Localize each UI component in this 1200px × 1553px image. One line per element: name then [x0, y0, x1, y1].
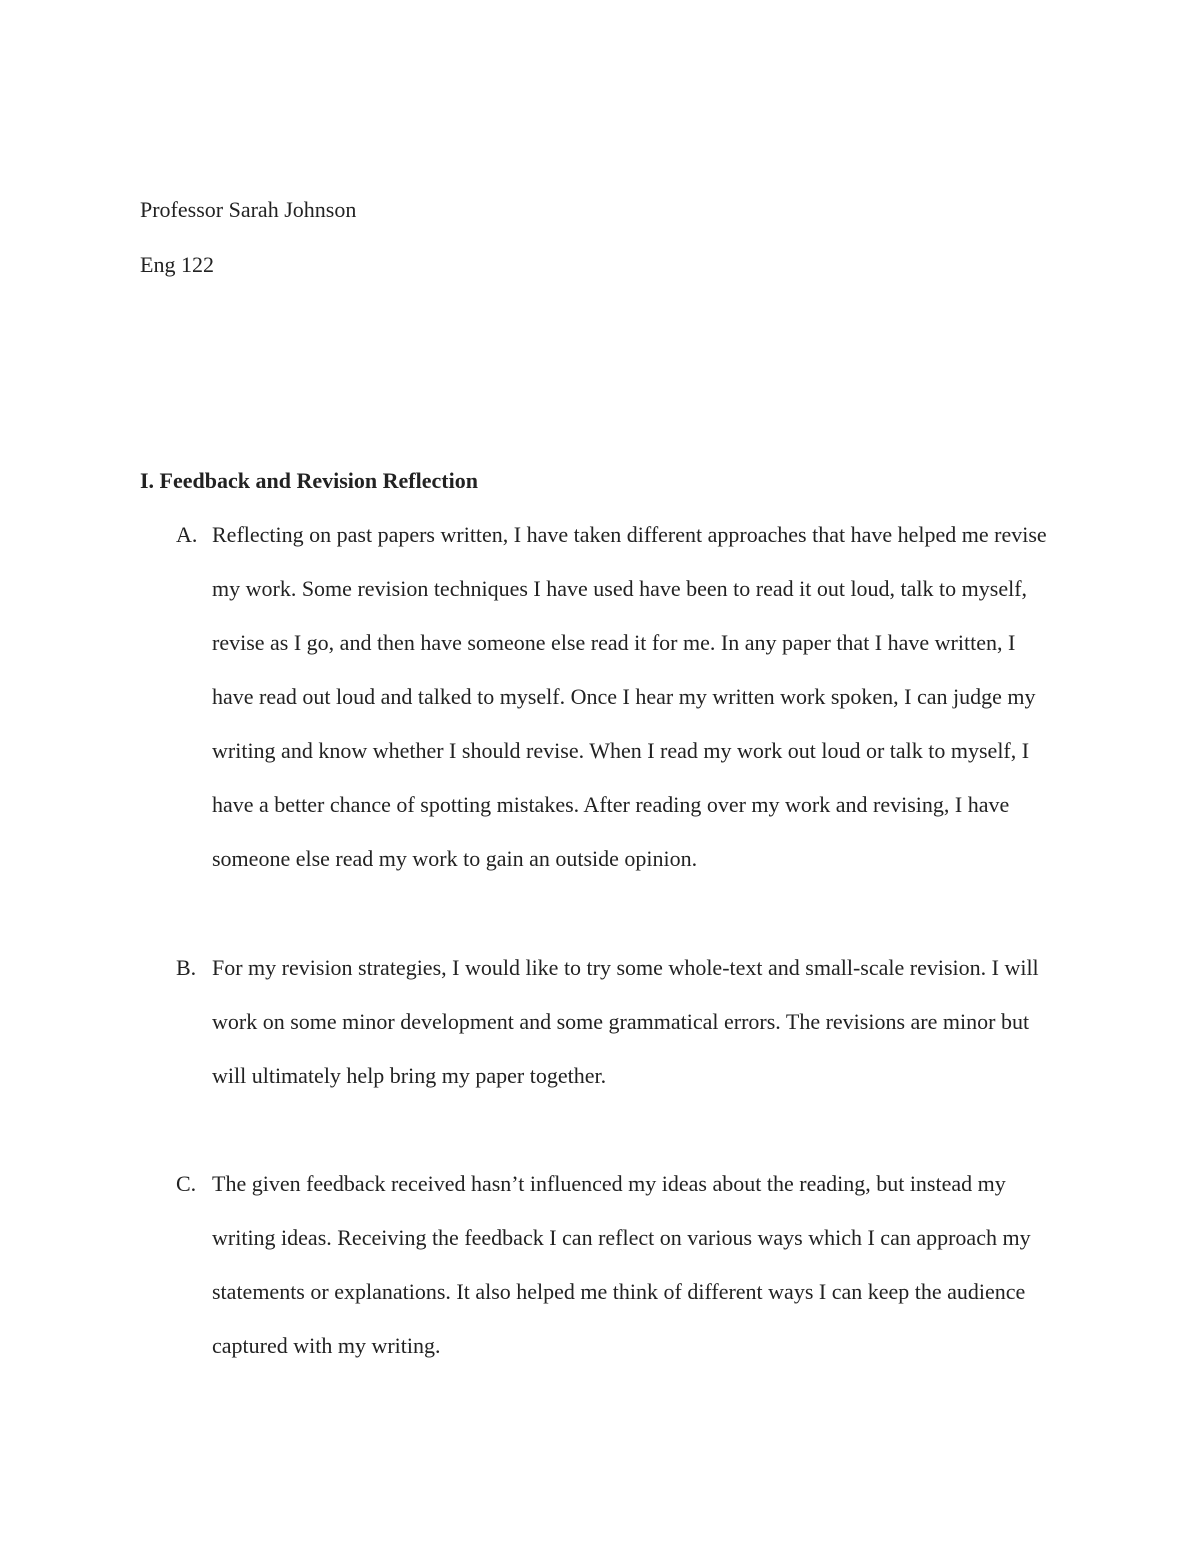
list-marker: B.	[176, 955, 197, 980]
professor-name: Professor Sarah Johnson	[140, 197, 357, 222]
course-name: Eng 122	[140, 252, 214, 277]
paragraph-text: The given feedback received hasn’t influenced my ideas about the reading, but instead my writing ideas. Receiving the feedback I can reflect on various ways which I can approach my statements or explanations. It also helped me think of different ways I can keep the audience captured with my writing.	[212, 1171, 1031, 1358]
list-marker: C.	[176, 1171, 197, 1196]
paragraph-text: For my revision strategies, I would like to try some whole-text and small-scale revision. I will work on some minor development and some grammatical errors. The revisions are minor but will ultimately help bring my paper together.	[212, 955, 1039, 1088]
list-marker: A.	[176, 522, 198, 547]
section-heading: I. Feedback and Revision Reflection	[140, 468, 478, 493]
paragraph-text: Reflecting on past papers written, I have taken different approaches that have helped me revise my work. Some revision techniques I have used have been to read it out loud, talk to myself, revise as I go, and then have someone else read it for me. In any paper that I have written, I have read out loud and talked to myself. Once I hear my written work spoken, I can judge my writing and know whether I should revise. When I read my work out loud or talk to myself, I have a better chance of spotting mistakes. After reading over my work and revising, I have someone else read my work to gain an outside opinion.	[212, 522, 1047, 871]
